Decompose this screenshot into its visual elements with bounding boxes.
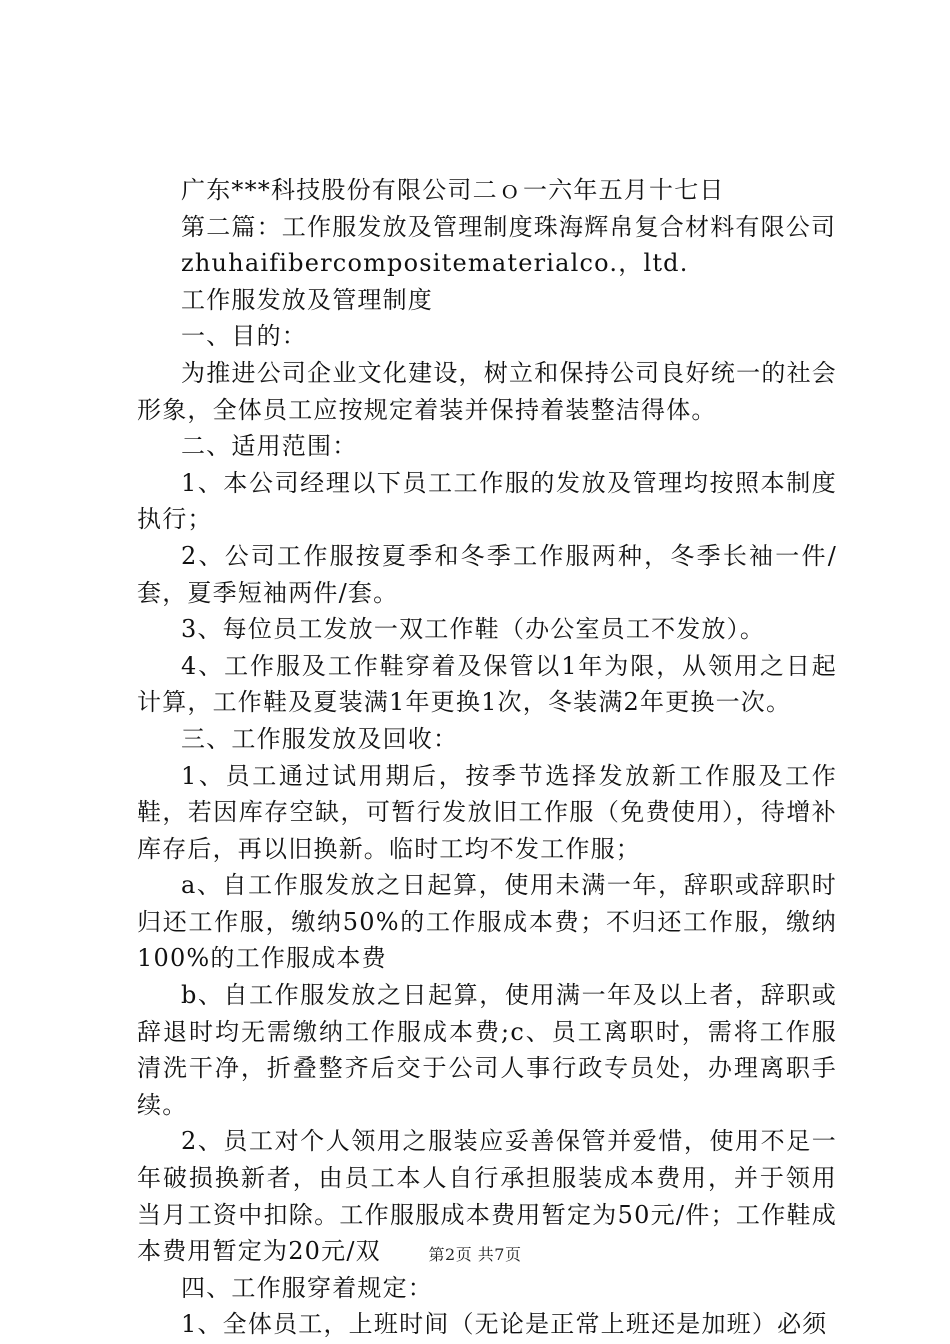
paragraph-doc-title: 工作服发放及管理制度	[181, 285, 433, 314]
paragraph-company-date: 广东***科技股份有限公司二ｏ一六年五月十七日	[181, 176, 725, 204]
paragraph-issue-a: a、自工作服发放之日起算，使用未满一年，辞职或辞职时归还工作服，缴纳50%的工作服成本费；不归还工作服，缴纳100%的工作服成本费	[137, 871, 837, 973]
paragraph-scope-1: 1、本公司经理以下员工工作服的发放及管理均按照本制度执行；	[137, 468, 837, 534]
paragraph-issue-1: 1、员工通过试用期后，按季节选择发放新工作服及工作鞋，若因库存空缺，可暂行发放旧工作服（免费使用），待增补库存后，再以旧换新。临时工均不发工作服；	[137, 761, 837, 863]
document-body	[137, 172, 837, 1343]
heading-purpose: 一、目的：	[181, 322, 307, 351]
heading-scope: 二、适用范围：	[181, 432, 358, 461]
paragraph-chapter-title: 第二篇：工作服发放及管理制度珠海辉帛复合材料有限公司	[181, 212, 837, 241]
paragraph-english-name: zhuhaifibercompositematerialco.，ltd.	[181, 249, 689, 278]
paragraph-scope-4: 4、工作服及工作鞋穿着及保管以1年为限，从领用之日起计算，工作鞋及夏装满1年更换1次，冬装满2年更换一次。	[137, 651, 837, 717]
paragraph-wearing-1: 1、全体员工，上班时间（无论是正常上班还是加班）必须	[181, 1310, 828, 1339]
page-number-footer: 第2页 共7页	[428, 1245, 522, 1264]
heading-issue-return: 三、工作服发放及回收：	[181, 724, 459, 753]
paragraph-purpose: 为推进公司企业文化建设，树立和保持公司良好统一的社会形象，全体员工应按规定着装并保持着装整洁得体。	[137, 358, 837, 424]
paragraph-issue-2: 2、员工对个人领用之服装应妥善保管并爱惜，使用不足一年破损换新者，由员工本人自行承担服装成本费用，并于领用当月工资中扣除。工作服服成本费用暂定为50元/件；工作鞋成本费用暂定为20元/双	[137, 1127, 837, 1266]
paragraph-issue-b: b、自工作服发放之日起算，使用满一年及以上者，辞职或辞退时均无需缴纳工作服成本费;c、员工离职时，需将工作服清洗干净，折叠整齐后交于公司人事行政专员处，办理离职手续。	[137, 981, 837, 1119]
paragraph-scope-2: 2、公司工作服按夏季和冬季工作服两种，冬季长袖一件/套，夏季短袖两件/套。	[137, 541, 837, 607]
paragraph-scope-3: 3、每位员工发放一双工作鞋（办公室员工不发放）。	[181, 615, 766, 644]
heading-wearing-rules: 四、工作服穿着规定：	[181, 1273, 433, 1302]
